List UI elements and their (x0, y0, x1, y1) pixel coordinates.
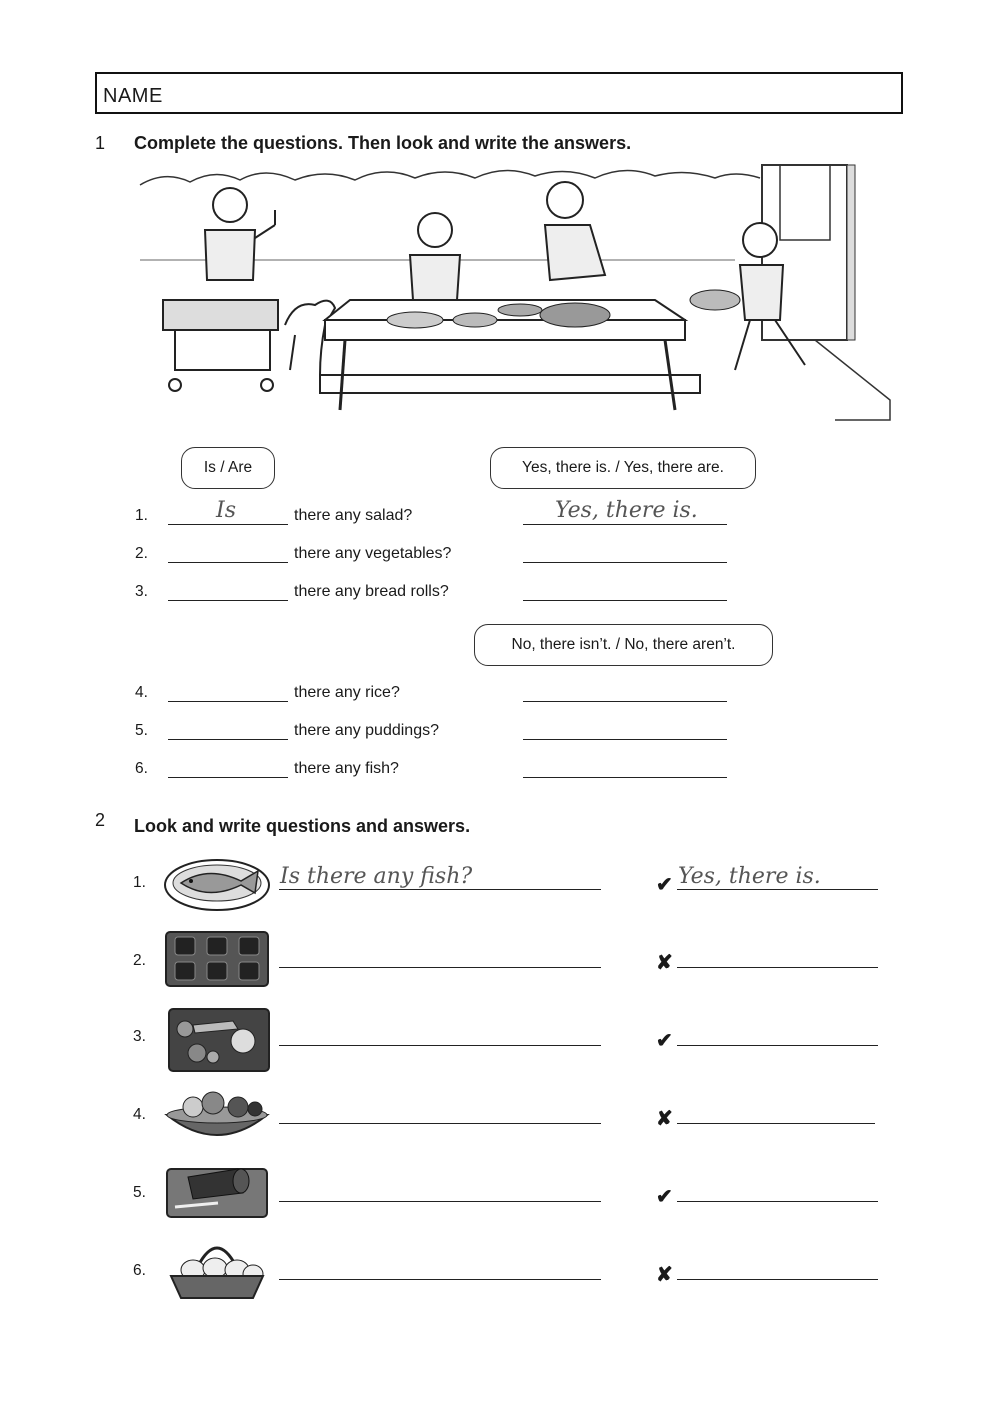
answer-line[interactable] (677, 1045, 878, 1046)
picnic-scene-illustration (135, 160, 895, 430)
question-number: 5. (135, 722, 148, 739)
question-blank[interactable] (168, 524, 288, 525)
cross-mark: ✘ (656, 952, 673, 974)
question-line[interactable] (279, 1201, 601, 1202)
question-number: 6. (135, 760, 148, 777)
answer-line[interactable] (677, 889, 878, 890)
question-text: there any vegetables? (294, 545, 452, 562)
eggs-basket-icon (163, 1236, 271, 1302)
exercise-1-number: 1 (95, 133, 106, 153)
item-number: 6. (133, 1262, 146, 1279)
question-blank[interactable] (168, 701, 288, 702)
question-number: 3. (135, 583, 148, 600)
name-box[interactable] (95, 72, 903, 114)
tick-mark: ✔ (656, 874, 673, 896)
item-number: 3. (133, 1028, 146, 1045)
question-text: there any rice? (294, 684, 400, 701)
question-text: there any fish? (294, 760, 399, 777)
cross-mark: ✘ (656, 1264, 673, 1286)
written-answer: Yes, there is. (678, 864, 821, 889)
yes-answers-box: Yes, there is. / Yes, there are. (490, 447, 756, 489)
question-number: 4. (135, 684, 148, 701)
question-number: 1. (135, 507, 148, 524)
question-line[interactable] (279, 889, 601, 890)
question-text: there any salad? (294, 507, 413, 524)
question-blank-answer: Is (216, 498, 236, 523)
name-label: NAME (103, 85, 163, 107)
item-number: 4. (133, 1106, 146, 1123)
item-number: 5. (133, 1184, 146, 1201)
fruit-bowl-icon (163, 1085, 271, 1147)
question-line[interactable] (279, 967, 601, 968)
exercise-2-number: 2 (95, 810, 106, 830)
answer-text: Yes, there is. (555, 498, 698, 523)
answer-line[interactable] (523, 739, 727, 740)
question-line[interactable] (279, 1045, 601, 1046)
item-number: 2. (133, 952, 146, 969)
question-blank[interactable] (168, 562, 288, 563)
answer-line[interactable] (523, 777, 727, 778)
question-blank[interactable] (168, 600, 288, 601)
answer-line[interactable] (523, 701, 727, 702)
fish-plate-icon (163, 855, 271, 915)
verb-choice-box: Is / Are (181, 447, 275, 489)
cakes-tray-icon (163, 929, 271, 989)
cross-mark: ✘ (656, 1108, 673, 1130)
question-text: there any puddings? (294, 722, 439, 739)
question-text: there any bread rolls? (294, 583, 449, 600)
question-line[interactable] (279, 1123, 601, 1124)
answer-line[interactable] (677, 1279, 878, 1280)
answer-line[interactable] (523, 600, 727, 601)
question-line[interactable] (279, 1279, 601, 1280)
exercise-1-instruction: Complete the questions. Then look and write the answers. (134, 133, 632, 153)
meat-board-icon (163, 1163, 271, 1221)
question-blank[interactable] (168, 777, 288, 778)
written-question: Is there any fish? (280, 864, 473, 889)
answer-line[interactable] (677, 967, 878, 968)
answer-line[interactable] (677, 1123, 875, 1124)
question-number: 2. (135, 545, 148, 562)
tick-mark: ✔ (656, 1186, 673, 1208)
answer-line[interactable] (523, 562, 727, 563)
question-blank[interactable] (168, 739, 288, 740)
vegetables-board-icon (163, 1007, 271, 1073)
answer-line[interactable] (677, 1201, 878, 1202)
tick-mark: ✔ (656, 1030, 673, 1052)
no-answers-box: No, there isn’t. / No, there aren’t. (474, 624, 773, 666)
exercise-2-instruction: Look and write questions and answers. (134, 816, 471, 836)
answer-line[interactable] (523, 524, 727, 525)
item-number: 1. (133, 874, 146, 891)
